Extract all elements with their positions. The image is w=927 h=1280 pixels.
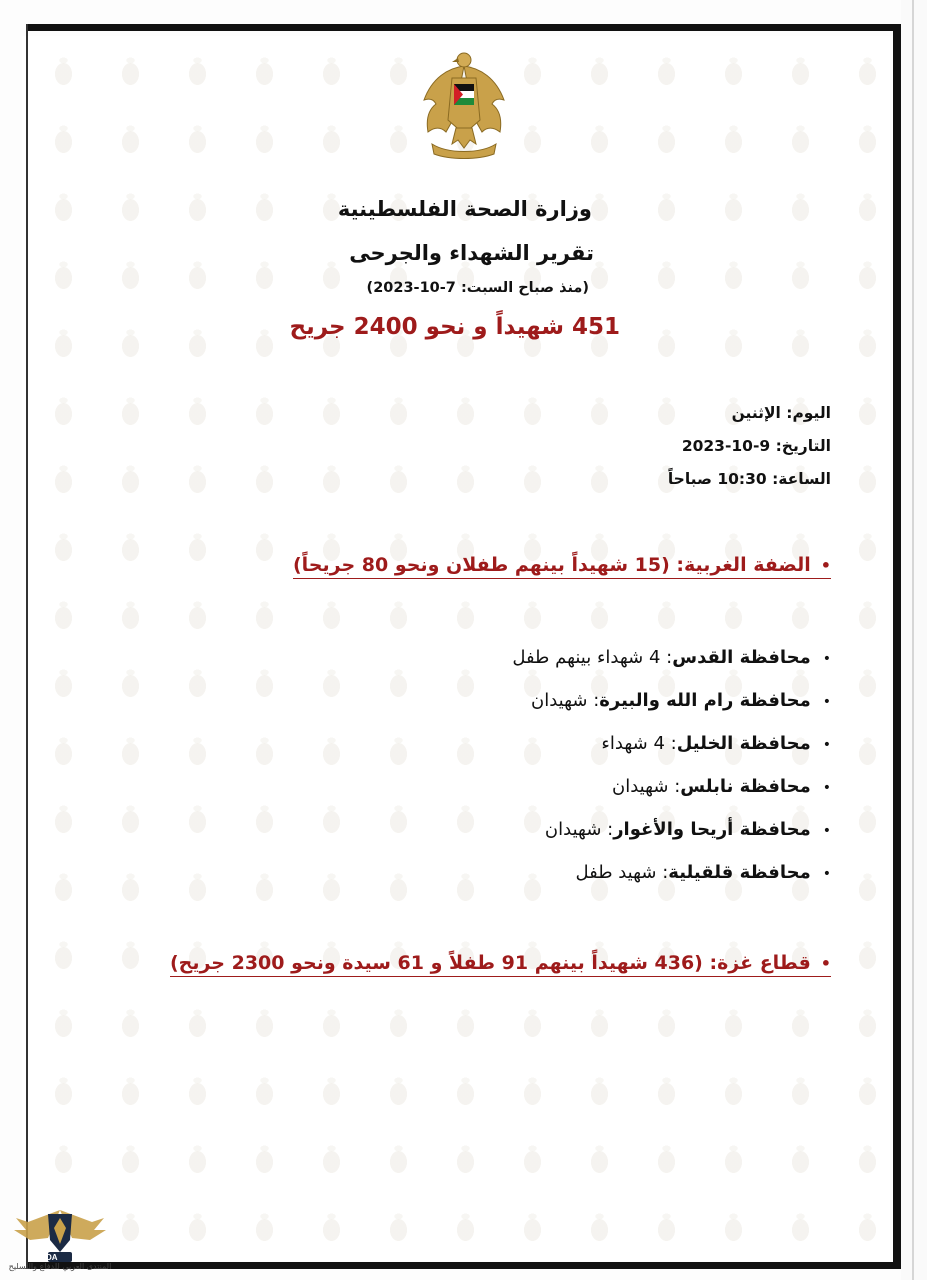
list-item	[601, 733, 831, 754]
governorate-name: محافظة الخليل	[676, 733, 811, 754]
report-day: اليوم: الإثنين	[731, 404, 831, 422]
report-date: التاريخ: 9-10-2023	[681, 437, 831, 455]
governorate-value: : شهيدان	[531, 690, 600, 711]
bullet-icon: •	[820, 556, 831, 575]
governorate-name: محافظة أريحا والأغوار	[613, 819, 811, 840]
frame-left-border	[26, 24, 28, 1269]
report-since: (منذ صباح السبت: 7-10-2023)	[366, 280, 589, 296]
list-item	[575, 862, 831, 883]
list-item	[512, 647, 831, 668]
governorate-name: محافظة نابلس	[680, 776, 811, 797]
logo-caption: المنتدى العربي للدفاع والتسليح	[8, 1262, 112, 1271]
ministry-title: وزارة الصحة الفلسطينية	[337, 197, 592, 221]
bullet-icon: •	[822, 866, 831, 882]
frame-top-border	[28, 24, 898, 31]
bullet-icon: •	[820, 954, 831, 973]
gaza-summary	[170, 952, 831, 977]
page-margin	[901, 0, 927, 1280]
governorate-name: محافظة قلقيلية	[668, 862, 811, 883]
palestinian-eagle-emblem-icon	[418, 48, 510, 160]
report-time: الساعة: 10:30 صباحاً	[667, 470, 831, 488]
governorate-name: محافظة رام الله والبيرة	[599, 690, 811, 711]
page-edge-line	[912, 0, 914, 1280]
governorate-value: : شهيدان	[612, 776, 681, 797]
bullet-icon: •	[822, 651, 831, 667]
bullet-icon: •	[822, 694, 831, 710]
headline-totals: 451 شهيداً و نحو 2400 جريح	[289, 314, 620, 340]
gaza-label: قطاع غزة: (436 شهيداً بينهم 91 طفلاً و 61 سيدة ونحو 2300 جريح)	[169, 952, 811, 974]
list-item	[531, 690, 831, 711]
logo-badge: DA	[46, 1253, 58, 1262]
governorate-value: : شهيدان	[544, 819, 614, 840]
governorate-name: محافظة القدس	[672, 647, 811, 668]
bullet-icon: •	[822, 737, 831, 753]
west-bank-label: الضفة الغربية: (15 شهيداً بينهم طفلان ونحو 80 جريحاً)	[292, 554, 811, 576]
frame-right-border	[893, 24, 901, 1269]
governorate-value: : شهيد طفل	[575, 862, 669, 883]
list-item	[545, 819, 831, 840]
governorate-value: : 4 شهداء	[601, 733, 677, 754]
report-title: تقرير الشهداء والجرحى	[349, 241, 594, 265]
bullet-icon: •	[822, 780, 831, 796]
west-bank-summary	[293, 554, 831, 579]
governorate-value: : 4 شهداء بينهم طفل	[512, 647, 673, 668]
list-item	[612, 776, 831, 797]
bullet-icon: •	[822, 823, 831, 839]
frame-bottom-border	[28, 1262, 901, 1269]
